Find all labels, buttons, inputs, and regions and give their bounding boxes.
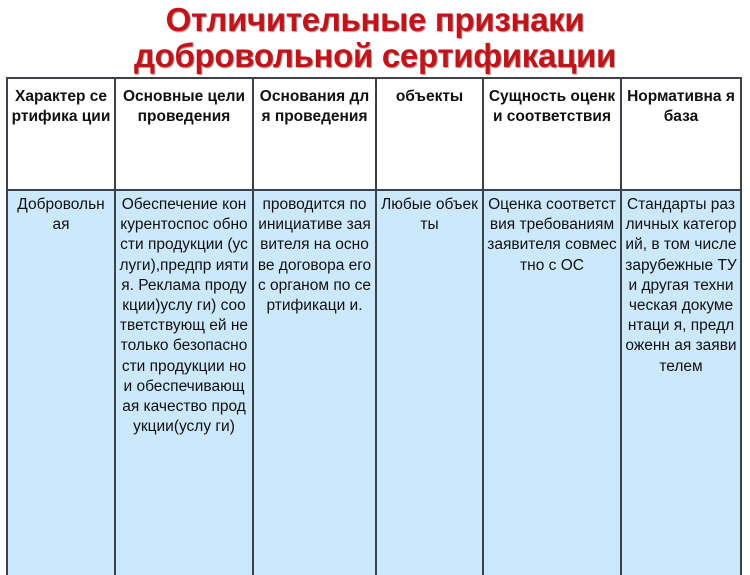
header-normative-base: Нормативна я база — [621, 78, 741, 190]
header-grounds: Основания для проведения — [253, 78, 376, 190]
comparison-table — [6, 77, 742, 575]
table-header-row — [7, 78, 741, 190]
title-line-2: добровольной сертификации — [133, 37, 617, 74]
cell-objects: Любые объекты — [376, 190, 483, 575]
header-assessment: Сущность оценки соответствия — [483, 78, 621, 190]
header-objects: объекты — [376, 78, 483, 190]
cell-goals: Обеспечение конкурентоспос обности продукции (услуги),предпр иятия. Реклама продукции)услу ги) соответствующ ей не только безопасности продукции но и обеспечивающ ая качество продукции(услу ги) — [115, 190, 253, 575]
cell-normative-base: Стандарты различных категорий, в том числе зарубежные ТУ и другая техническая документаци я, предложенн ая заявителем — [621, 190, 741, 575]
page-title — [0, 2, 750, 74]
header-character: Характер сертифика ции — [7, 78, 115, 190]
table-row — [7, 190, 741, 575]
cell-grounds: проводится по инициативе заявителя на основе договора его с органом по сертификаци и. — [253, 190, 376, 575]
header-goals: Основные цели проведения — [115, 78, 253, 190]
cell-character: Добровольн ая — [7, 190, 115, 575]
title-line-1: Отличительные признаки — [165, 1, 585, 38]
cell-assessment: Оценка соответствия требованиям заявителя совместно с ОС — [483, 190, 621, 575]
